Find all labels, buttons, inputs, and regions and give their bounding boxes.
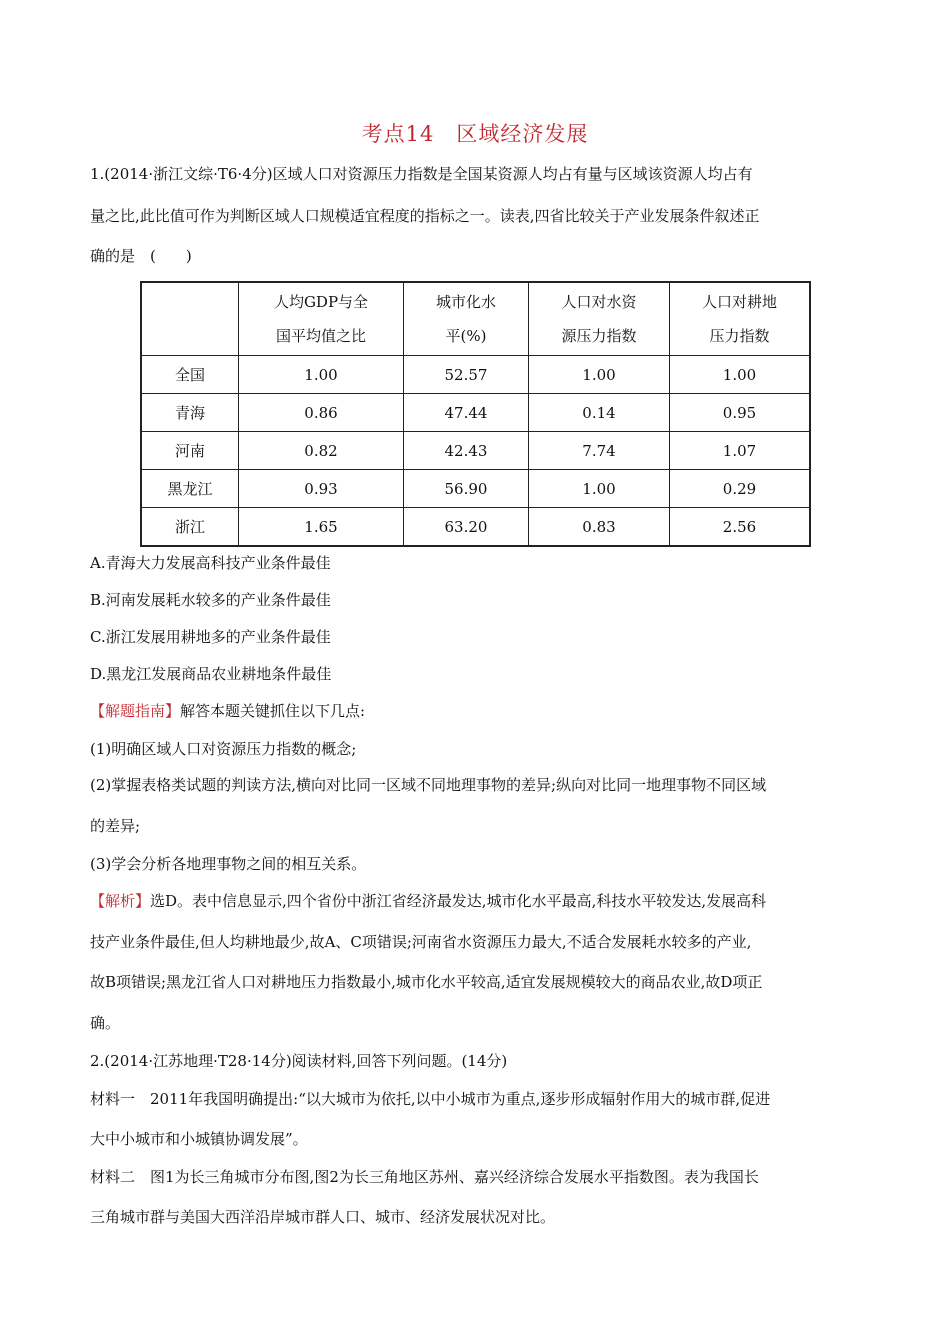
table-cell: 56.90	[404, 470, 529, 508]
analysis-paragraph	[90, 890, 766, 911]
table-cell: 1.00	[529, 470, 670, 508]
material1-line-2: 大中小城市和小城镇协调发展”。	[90, 1130, 308, 1148]
table-cell: 2.56	[670, 508, 811, 547]
table-cell: 0.83	[529, 508, 670, 547]
analysis-line-4: 确。	[90, 1014, 121, 1032]
table-cell: 7.74	[529, 432, 670, 470]
table-cell: 0.86	[239, 394, 404, 432]
table-header-cell	[141, 282, 239, 356]
table-header-row	[141, 282, 810, 356]
material2-line-2: 三角城市群与美国大西洋沿岸城市群人口、城市、经济发展状况对比。	[90, 1208, 556, 1226]
q1-stem-line-3: 确的是 ( )	[90, 247, 192, 265]
option-a: A.青海大力发展高科技产业条件最佳	[90, 554, 331, 572]
table-cell: 47.44	[404, 394, 529, 432]
header-text: 压力指数	[709, 327, 770, 345]
guide-point-1: (1)明确区域人口对资源压力指数的概念;	[90, 740, 357, 758]
table-cell: 1.00	[670, 356, 811, 394]
header-text: 城市化水	[435, 293, 496, 311]
table-cell: 全国	[141, 356, 239, 394]
table-row	[141, 394, 810, 432]
table-cell: 0.82	[239, 432, 404, 470]
q2-stem: 2.(2014·江苏地理·T28·14分)阅读材料,回答下列问题。(14分)	[90, 1052, 508, 1070]
option-b: B.河南发展耗水较多的产业条件最佳	[90, 591, 331, 609]
table-cell: 1.07	[670, 432, 811, 470]
guide-paragraph	[90, 700, 365, 721]
option-c: C.浙江发展用耕地多的产业条件最佳	[90, 628, 331, 646]
header-text: 源压力指数	[561, 327, 637, 345]
table-cell: 0.29	[670, 470, 811, 508]
header-text: 人口对耕地	[701, 293, 777, 311]
table-cell: 1.00	[529, 356, 670, 394]
table-header-cell	[404, 282, 529, 356]
analysis-line-2: 技产业条件最佳,但人均耕地最少,故A、C项错误;河南省水资源压力最大,不适合发展耗水较多的产业,	[90, 933, 752, 951]
table-cell: 1.65	[239, 508, 404, 547]
analysis-text: 选D。表中信息显示,四个省份中浙江省经济最发达,城市化水平最高,科技水平较发达,发展高科	[150, 892, 767, 910]
guide-point-2: (2)掌握表格类试题的判读方法,横向对比同一区域不同地理事物的差异;纵向对比同一地理事物不同区域	[90, 776, 767, 794]
material2-line-1: 材料二 图1为长三角城市分布图,图2为长三角地区苏州、嘉兴经济综合发展水平指数图。表为我国长	[90, 1168, 759, 1186]
guide-text: 解答本题关键抓住以下几点:	[180, 702, 366, 720]
data-table	[140, 281, 811, 547]
table-cell: 63.20	[404, 508, 529, 547]
table-cell: 黑龙江	[141, 470, 239, 508]
table-cell: 42.43	[404, 432, 529, 470]
guide-label: 【解题指南】	[90, 702, 181, 720]
table-cell: 1.00	[239, 356, 404, 394]
table-cell: 52.57	[404, 356, 529, 394]
table-row	[141, 432, 810, 470]
table-cell: 青海	[141, 394, 239, 432]
table-cell: 0.93	[239, 470, 404, 508]
q1-stem-line-1: 1.(2014·浙江文综·T6·4分)区域人口对资源压力指数是全国某资源人均占有量与区域该资源人均占有	[90, 165, 753, 183]
table-cell: 0.95	[670, 394, 811, 432]
table-header-cell	[239, 282, 404, 356]
table-cell: 浙江	[141, 508, 239, 547]
table-header-cell	[529, 282, 670, 356]
table-row	[141, 356, 810, 394]
table-cell: 0.14	[529, 394, 670, 432]
table-row	[141, 508, 810, 547]
material1-line-1: 材料一 2011年我国明确提出:“以大城市为依托,以中小城市为重点,逐步形成辐射作用大的城市群,促进	[90, 1090, 771, 1108]
option-d: D.黑龙江发展商品农业耕地条件最佳	[90, 665, 332, 683]
guide-point-2-cont: 的差异;	[90, 817, 141, 835]
header-text: 平(%)	[445, 327, 487, 345]
analysis-line-3: 故B项错误;黑龙江省人口对耕地压力指数最小,城市化水平较高,适宜发展规模较大的商品农业,故D项正	[90, 973, 763, 991]
page-title: 考点14 区域经济发展	[361, 122, 589, 146]
header-text: 人均GDP与全	[273, 293, 369, 311]
table-cell: 河南	[141, 432, 239, 470]
table-row	[141, 470, 810, 508]
header-text: 人口对水资	[561, 293, 637, 311]
guide-point-3: (3)学会分析各地理事物之间的相互关系。	[90, 855, 367, 873]
table-header-cell	[670, 282, 811, 356]
analysis-label: 【解析】	[90, 892, 151, 910]
header-text: 国平均值之比	[275, 327, 366, 345]
q1-stem-line-2: 量之比,此比值可作为判断区域人口规模适宜程度的指标之一。读表,四省比较关于产业发展条件叙述正	[90, 207, 760, 225]
